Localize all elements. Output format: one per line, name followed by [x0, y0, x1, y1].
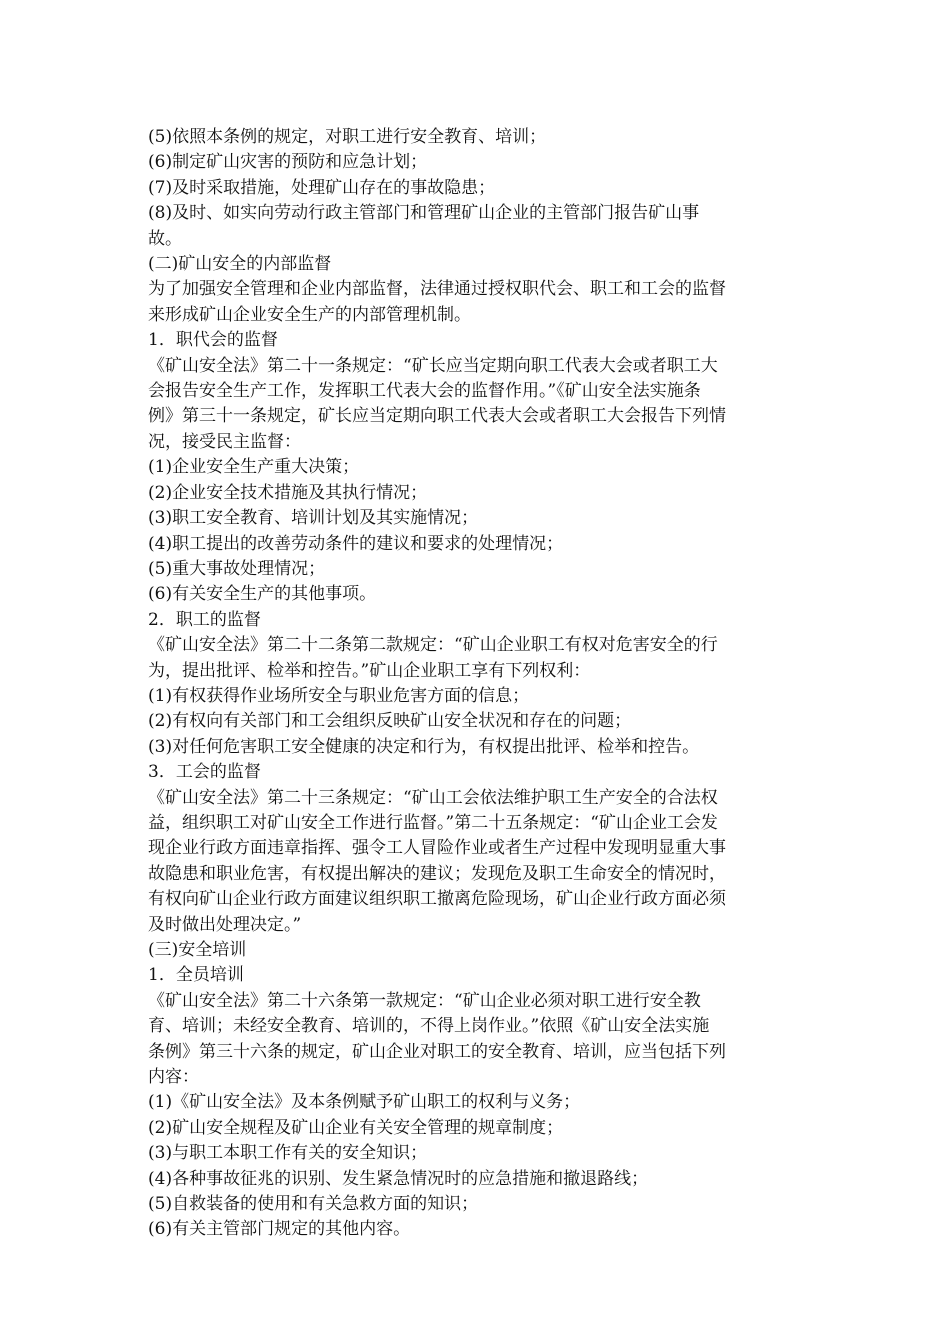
text-line: (6)有关安全生产的其他事项。	[148, 584, 377, 605]
text-line: 条例》第三十六条的规定，矿山企业对职工的安全教育、培训，应当包括下列	[148, 1041, 726, 1062]
document-body	[148, 125, 808, 1243]
text-line: (8)及时、如实向劳动行政主管部门和管理矿山企业的主管部门报告矿山事	[148, 203, 700, 224]
text-line: 故隐患和职业危害，有权提出解决的建议；发现危及职工生命安全的情况时，	[148, 863, 726, 884]
text-line: 内容：	[148, 1067, 199, 1088]
text-line: (1)企业安全生产重大决策；	[148, 457, 360, 478]
text-line: (二)矿山安全的内部监督	[148, 254, 332, 275]
text-line: (5)依照本条例的规定，对职工进行安全教育、培训；	[148, 127, 547, 147]
text-line: 为，提出批评、检举和控告。”矿山企业职工享有下列权利：	[148, 660, 591, 681]
text-line: 现企业行政方面违章指挥、强令工人冒险作业或者生产过程中发现明显重大事	[148, 838, 726, 859]
text-line: 及时做出处理决定。”	[148, 914, 302, 935]
text-line: 来形成矿山企业安全生产的内部管理机制。	[148, 304, 471, 325]
text-line: 有权向矿山企业行政方面建议组织职工撤离危险现场，矿山企业行政方面必须	[148, 889, 726, 910]
text-line: (6)制定矿山灾害的预防和应急计划；	[148, 152, 428, 173]
text-line: 会报告安全生产工作，发挥职工代表大会的监督作用。”《矿山安全法实施条	[148, 381, 701, 402]
text-line: 3．工会的监督	[148, 762, 261, 783]
text-line: (1)《矿山安全法》及本条例赋予矿山职工的权利与义务；	[148, 1092, 581, 1113]
text-line: (1)有权获得作业场所安全与职业危害方面的信息；	[148, 685, 530, 706]
text-line: (6)有关主管部门规定的其他内容。	[148, 1219, 411, 1240]
text-line: 1．全员培训	[148, 965, 244, 986]
text-line: (2)矿山安全规程及矿山企业有关安全管理的规章制度；	[148, 1117, 564, 1138]
text-line: 故。	[148, 228, 182, 249]
text-line: (5)自救装备的使用和有关急救方面的知识；	[148, 1194, 479, 1215]
text-line: 为了加强安全管理和企业内部监督，法律通过授权职代会、职工和工会的监督	[148, 279, 726, 300]
text-line: 《矿山安全法》第二十三条规定：“矿山工会依法维护职工生产安全的合法权	[148, 787, 718, 808]
text-line: 育、培训；未经安全教育、培训的，不得上岗作业。”依照《矿山安全法实施	[148, 1016, 710, 1037]
text-line: 1．职代会的监督	[148, 330, 278, 351]
text-line: (2)企业安全技术措施及其执行情况；	[148, 482, 428, 503]
text-line: (3)与职工本职工作有关的安全知识；	[148, 1143, 428, 1164]
text-line: 《矿山安全法》第二十二条第二款规定：“矿山企业职工有权对危害安全的行	[148, 635, 718, 656]
text-line: (7)及时采取措施，处理矿山存在的事故隐患；	[148, 177, 496, 198]
text-line: (2)有权向有关部门和工会组织反映矿山安全状况和存在的问题；	[148, 711, 632, 732]
text-line: 《矿山安全法》第二十六条第一款规定：“矿山企业必须对职工进行安全教	[148, 990, 701, 1011]
text-line: (3)对任何危害职工安全健康的决定和行为，有权提出批评、检举和控告。	[148, 736, 700, 757]
text-line: 2．职工的监督	[148, 609, 261, 630]
text-line: (三)安全培训	[148, 940, 247, 960]
text-line: 例》第三十一条规定，矿长应当定期向职工代表大会或者职工大会报告下列情	[148, 406, 726, 427]
text-line: (4)职工提出的改善劳动条件的建议和要求的处理情况；	[148, 533, 564, 554]
text-line: 况，接受民主监督：	[148, 431, 301, 452]
text-line: 《矿山安全法》第二十一条规定：“矿长应当定期向职工代表大会或者职工大	[148, 355, 718, 376]
text-line: 益，组织职工对矿山安全工作进行监督。”第二十五条规定：“矿山企业工会发	[148, 812, 718, 833]
text-line: (3)职工安全教育、培训计划及其实施情况；	[148, 508, 479, 529]
text-line: (4)各种事故征兆的识别、发生紧急情况时的应急措施和撤退路线；	[148, 1168, 649, 1189]
text-line: (5)重大事故处理情况；	[148, 558, 326, 579]
